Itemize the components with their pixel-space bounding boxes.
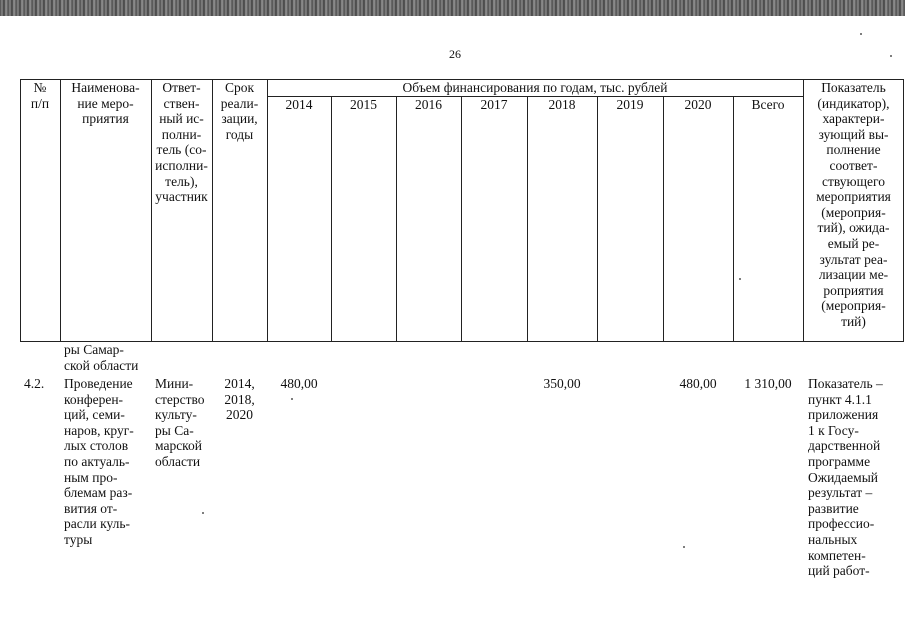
- header-year: 2015: [350, 97, 377, 112]
- header-year: 2017: [480, 97, 508, 112]
- year-col-border: [331, 96, 332, 342]
- header-name: Наименова- ние меро- приятия: [71, 80, 140, 127]
- col-border: [267, 79, 268, 342]
- header-financing: Объем финансирования по годам, тыс. рублей: [402, 80, 668, 95]
- row-responsible: Мини- стерство культу- ры Са- марской области: [155, 376, 205, 469]
- header-year: 2020: [684, 97, 712, 112]
- year-col-border: [597, 96, 598, 342]
- scan-speck: [683, 546, 685, 548]
- header-num: № п/п: [30, 80, 50, 111]
- row-num: 4.2.: [24, 376, 45, 391]
- page-number: 26: [449, 47, 461, 61]
- row-value-2014: 480,00: [280, 376, 318, 391]
- year-col-border: [527, 96, 528, 342]
- header-year: 2016: [415, 97, 442, 112]
- header-responsible: Ответ- ствен- ный ис- полни- тель (со- исполни- тель), участник: [155, 80, 208, 205]
- row-period: 2014, 2018, 2020: [224, 376, 255, 423]
- row-indicator: Показатель – пункт 4.1.1 приложения 1 к Госу- дарственной программе Ожидаемый результат – развитие профессио- нальных компетен- ций работ-: [808, 376, 883, 579]
- row-value-2020: 480,00: [679, 376, 717, 391]
- scan-speck: [860, 33, 862, 35]
- scan-speck: [202, 512, 204, 514]
- row-name: Проведение конферен- ций, семи- наров, круг- лых столов по актуаль- ным про- блемам раз- вития от- расли куль- туры: [64, 376, 134, 547]
- header-year: 2018: [548, 97, 576, 112]
- scan-speck: [739, 278, 741, 280]
- header-total: Всего: [751, 97, 785, 112]
- row-total: 1 310,00: [744, 376, 792, 391]
- year-col-border: [396, 96, 397, 342]
- scan-speck: [890, 55, 892, 57]
- year-col-border: [663, 96, 664, 342]
- header-year: 2019: [616, 97, 644, 112]
- header-period: Срок реали- зации, годы: [220, 80, 259, 142]
- header-year: 2014: [285, 97, 313, 112]
- year-col-border: [733, 96, 734, 342]
- year-col-border: [461, 96, 462, 342]
- row-value-2018: 350,00: [543, 376, 581, 391]
- header-indicator: Показатель (индикатор), характери- зующий вы- полнение соответ- ствующего мероприятия (мероприя- тий), ожида- емый ре- зультат реа- лизации ме- роприятия (мероприя- тий): [816, 80, 891, 329]
- col-border: [20, 79, 21, 342]
- continuation-text: ры Самар- ской области: [64, 342, 139, 373]
- scan-speck: [291, 398, 293, 400]
